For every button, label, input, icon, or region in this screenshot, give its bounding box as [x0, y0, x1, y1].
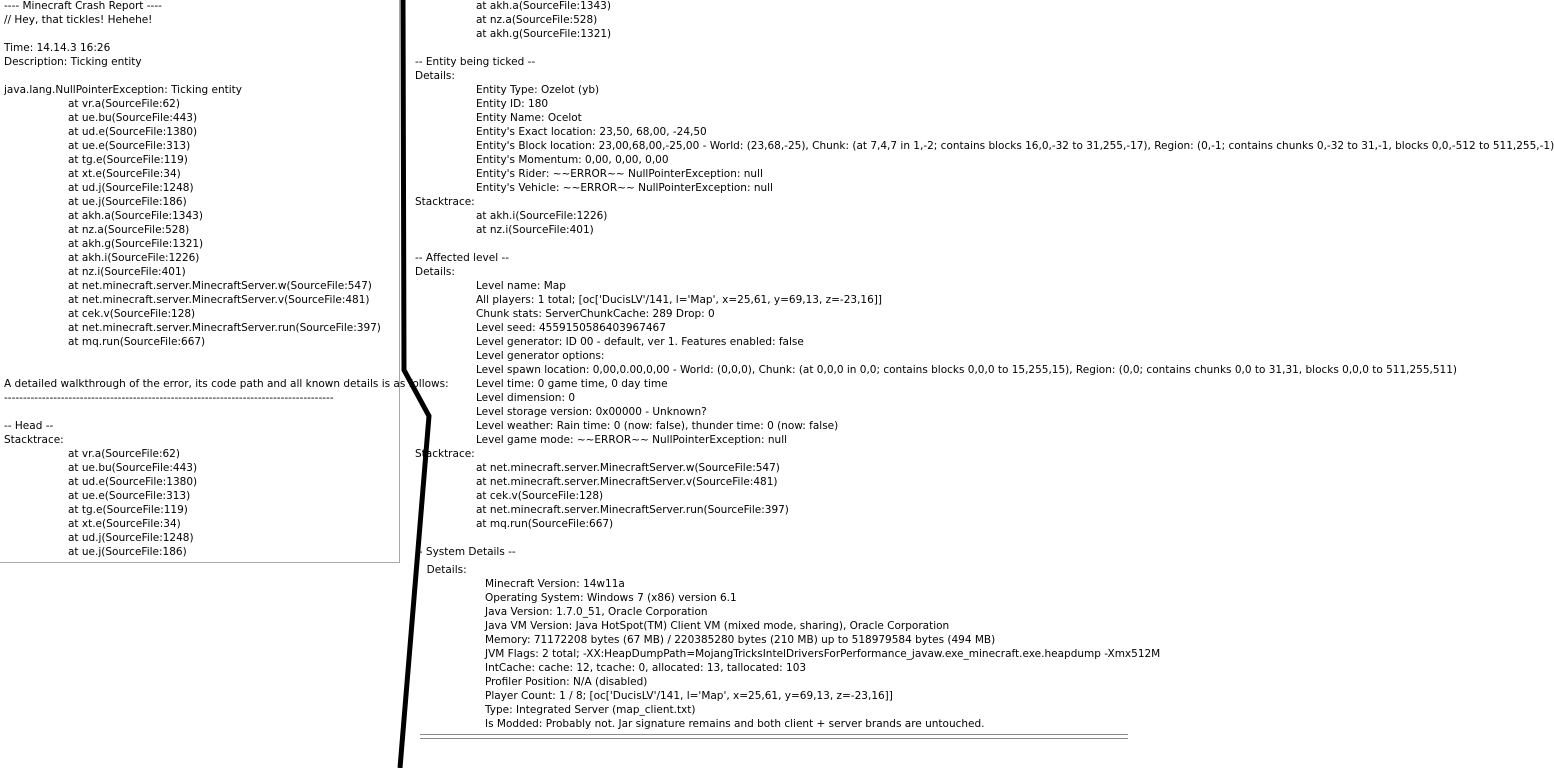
- report-line: at ud.j(SourceFile:1248): [68, 532, 194, 544]
- report-line: at ue.e(SourceFile:313): [68, 490, 191, 502]
- report-line: at net.minecraft.server.MinecraftServer.w(SourceFile:547): [68, 280, 372, 292]
- report-line: Level name: Map: [476, 280, 566, 292]
- crash-report-text: [4, 0, 449, 559]
- report-line: [415, 41, 1554, 55]
- report-line: at ue.e(SourceFile:313): [68, 140, 191, 152]
- report-line: Details:: [415, 70, 455, 82]
- report-line: Level spawn location: 0,00,0.00,0,00 - World: (0,0,0), Chunk: (at 0,0,0 in 0,0; contains blocks 0,0,0 to 15,255,15), Region: (0,0; contains chunks 0,0 to 31,31, blocks 0,0,0 to 511,255,511): [476, 364, 1457, 376]
- report-line: Memory: 71172208 bytes (67 MB) / 220385280 bytes (210 MB) up to 518979584 bytes (494 MB): [485, 634, 996, 646]
- crash-report-right-pane: [406, 0, 1554, 558]
- report-line: // Hey, that tickles! Hehehe!: [4, 14, 153, 26]
- report-line: at nz.a(SourceFile:528): [68, 224, 190, 236]
- report-line: Entity's Rider: ~~ERROR~~ NullPointerException: null: [476, 168, 763, 180]
- report-line: Level time: 0 game time, 0 day time: [476, 378, 668, 390]
- report-line: Level dimension: 0: [476, 392, 576, 404]
- report-line: at nz.i(SourceFile:401): [68, 266, 186, 278]
- report-line: -- Entity being ticked --: [415, 56, 536, 68]
- report-line: at tg.e(SourceFile:119): [68, 504, 188, 516]
- report-line: Stacktrace:: [4, 434, 64, 446]
- report-line: Minecraft Version: 14w11a: [485, 578, 625, 590]
- report-line: Details:: [420, 564, 467, 576]
- report-line: Level generator options:: [476, 350, 605, 362]
- report-line: at akh.g(SourceFile:1321): [68, 238, 204, 250]
- report-line: [4, 69, 449, 83]
- report-line: -- System Details --: [415, 546, 516, 558]
- report-line: Entity's Momentum: 0,00, 0,00, 0,00: [476, 154, 669, 166]
- horizontal-rule: [420, 734, 1128, 739]
- report-line: at net.minecraft.server.MinecraftServer.v(SourceFile:481): [476, 476, 778, 488]
- report-line: [415, 531, 1554, 545]
- report-line: Details:: [415, 266, 455, 278]
- report-line: IntCache: cache: 12, tcache: 0, allocated: 13, tallocated: 103: [485, 662, 807, 674]
- report-line: Entity Name: Ocelot: [476, 112, 582, 124]
- report-line: at net.minecraft.server.MinecraftServer.run(SourceFile:397): [476, 504, 789, 516]
- report-line: at mq.run(SourceFile:667): [476, 518, 614, 530]
- report-line: at net.minecraft.server.MinecraftServer.run(SourceFile:397): [68, 322, 381, 334]
- report-line: Stacktrace:: [415, 448, 475, 460]
- report-line: Profiler Position: N/A (disabled): [485, 676, 648, 688]
- report-line: All players: 1 total; [oc['DucisLV'/141, l='Map', x=25,61, y=69,13, z=-23,16]]: [476, 294, 882, 306]
- report-line: at akh.g(SourceFile:1321): [476, 28, 612, 40]
- report-line: Level weather: Rain time: 0 (now: false), thunder time: 0 (now: false): [476, 420, 839, 432]
- report-line: Entity's Exact location: 23,50, 68,00, -24,50: [476, 126, 707, 138]
- report-line: at nz.i(SourceFile:401): [476, 224, 594, 236]
- report-line: -- Affected level --: [415, 252, 510, 264]
- crash-report-details-text: [415, 0, 1554, 559]
- report-line: at akh.a(SourceFile:1343): [476, 0, 611, 12]
- report-line: [415, 237, 1554, 251]
- report-line: ---- Minecraft Crash Report ----: [4, 0, 162, 12]
- report-line: Is Modded: Probably not. Jar signature remains and both client + server brands are untouched.: [485, 718, 985, 730]
- report-line: at ud.e(SourceFile:1380): [68, 126, 198, 138]
- report-line: Type: Integrated Server (map_client.txt): [485, 704, 696, 716]
- report-line: Entity ID: 180: [476, 98, 549, 110]
- report-line: at ue.bu(SourceFile:443): [68, 462, 198, 474]
- report-line: at xt.e(SourceFile:34): [68, 518, 181, 530]
- report-line: at ue.j(SourceFile:186): [68, 546, 187, 558]
- report-line: Description: Ticking entity: [4, 56, 142, 68]
- report-line: Chunk stats: ServerChunkCache: 289 Drop: 0: [476, 308, 715, 320]
- report-line: Player Count: 1 / 8; [oc['DucisLV'/141, l='Map', x=25,61, y=69,13, z=-23,16]]: [485, 690, 893, 702]
- report-line: at mq.run(SourceFile:667): [68, 336, 206, 348]
- report-line: at tg.e(SourceFile:119): [68, 154, 188, 166]
- report-line: at vr.a(SourceFile:62): [68, 448, 180, 460]
- report-line: Time: 14.14.3 16:26: [4, 42, 111, 54]
- report-line: A detailed walkthrough of the error, its code path and all known details is as follows:: [4, 378, 449, 390]
- report-line: at akh.i(SourceFile:1226): [68, 252, 200, 264]
- report-line: Entity Type: Ozelot (yb): [476, 84, 600, 96]
- report-line: Level generator: ID 00 - default, ver 1. Features enabled: false: [476, 336, 804, 348]
- report-line: Stacktrace:: [415, 196, 475, 208]
- report-line: Java Version: 1.7.0_51, Oracle Corporation: [485, 606, 708, 618]
- report-line: at xt.e(SourceFile:34): [68, 168, 181, 180]
- report-line: JVM Flags: 2 total; -XX:HeapDumpPath=MojangTricksIntelDriversForPerformance_javaw.exe_minecraft.exe.heapdump -Xmx512M: [485, 648, 1161, 660]
- report-line: at ue.j(SourceFile:186): [68, 196, 187, 208]
- report-line: java.lang.NullPointerException: Ticking entity: [4, 84, 243, 96]
- system-details-text: [420, 563, 1160, 731]
- report-line: [4, 349, 449, 363]
- report-line: at akh.i(SourceFile:1226): [476, 210, 608, 222]
- report-line: Entity's Block location: 23,00,68,00,-25,00 - World: (23,68,-25), Chunk: (at 7,4,7 in 1,-2; contains blocks 16,0,-32 to 31,255,-17), Region: (0,-1; contains chunks 0,-32 to 31,-1, blocks 0,0,-512 to 511,255,-1): [476, 140, 1554, 152]
- report-line: at ue.bu(SourceFile:443): [68, 112, 198, 124]
- report-line: at ud.j(SourceFile:1248): [68, 182, 194, 194]
- report-line: [4, 27, 449, 41]
- report-line: ---------------------------------------------------------------------------------------: [4, 392, 334, 404]
- report-line: Entity's Vehicle: ~~ERROR~~ NullPointerException: null: [476, 182, 773, 194]
- report-line: Operating System: Windows 7 (x86) version 6.1: [485, 592, 737, 604]
- report-line: Level seed: 4559150586403967467: [476, 322, 666, 334]
- report-line: [4, 405, 449, 419]
- report-line: at akh.a(SourceFile:1343): [68, 210, 203, 222]
- report-line: at net.minecraft.server.MinecraftServer.w(SourceFile:547): [476, 462, 780, 474]
- report-line: [4, 363, 449, 377]
- report-line: at nz.a(SourceFile:528): [476, 14, 598, 26]
- report-line: -- Head --: [4, 420, 54, 432]
- report-line: at cek.v(SourceFile:128): [476, 490, 604, 502]
- report-line: Level game mode: ~~ERROR~~ NullPointerException: null: [476, 434, 788, 446]
- report-line: at ud.e(SourceFile:1380): [68, 476, 198, 488]
- report-line: at cek.v(SourceFile:128): [68, 308, 196, 320]
- crash-report-left-pane: [0, 0, 449, 563]
- report-line: at vr.a(SourceFile:62): [68, 98, 180, 110]
- report-line: Level storage version: 0x00000 - Unknown?: [476, 406, 707, 418]
- report-line: at net.minecraft.server.MinecraftServer.v(SourceFile:481): [68, 294, 370, 306]
- report-line: Java VM Version: Java HotSpot(TM) Client VM (mixed mode, sharing), Oracle Corporation: [485, 620, 950, 632]
